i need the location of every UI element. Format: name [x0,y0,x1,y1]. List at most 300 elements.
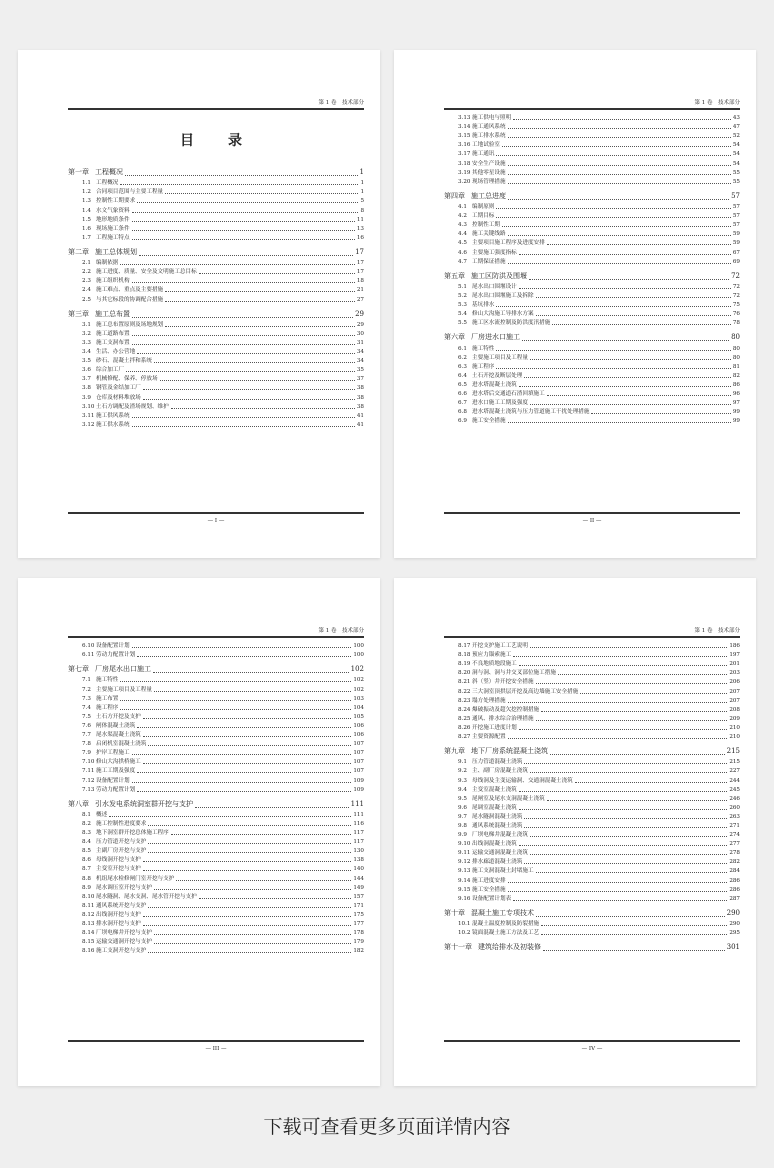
entry-title: 主、副厂房混凝土浇筑 [472,768,528,775]
toc-section-entry[interactable] [68,285,364,294]
entry-title: 通风系统混凝土浇筑 [472,822,523,829]
toc-section-entry[interactable] [68,329,364,338]
toc-section-entry[interactable] [444,677,740,686]
dot-leader [513,656,727,657]
entry-number: 9.14 [458,877,471,884]
toc-chapter-entry[interactable] [68,162,364,178]
dot-leader [199,273,355,274]
entry-title: 运输交通洞开挖与支护 [96,939,152,946]
entry-page-number: 57 [732,213,740,220]
entry-page-number: 274 [729,832,740,839]
toc-section-entry[interactable] [68,846,364,855]
toc-section-entry[interactable] [444,407,740,416]
entry-title: 尾水出口围堰施工及拆除 [472,292,534,299]
toc-section-entry[interactable] [444,928,740,937]
toc-section-entry[interactable] [68,675,364,684]
dot-leader [143,736,352,737]
toc-section-entry[interactable] [444,318,740,327]
toc-section-entry[interactable] [444,848,740,857]
toc-section-entry[interactable] [444,714,740,723]
entry-title: 尾闸室及尾水支洞混凝土浇筑 [472,795,545,802]
entry-number: 7.9 [82,750,91,757]
dot-leader [524,818,727,819]
entry-number: 3.13 [458,115,471,122]
entry-title: 施工供风系统 [96,412,130,419]
toc-section-entry[interactable] [444,282,740,291]
entry-number: 8.23 [458,697,471,704]
toc-section-entry[interactable] [68,766,364,775]
entry-number: 7.6 [82,722,91,729]
entry-page-number: 278 [729,850,740,857]
toc-section-entry[interactable] [444,131,740,140]
toc-section-entry[interactable] [444,641,740,650]
toc-section-entry[interactable] [444,785,740,794]
dot-leader [143,718,352,719]
toc-section-entry[interactable] [444,875,740,884]
toc-section-entry[interactable] [68,233,364,242]
entry-number: 8.21 [458,679,471,686]
toc-section-entry[interactable] [444,894,740,903]
entry-title: 主副厂房开挖与支护 [96,848,147,855]
entry-title: 生活、办公营地 [96,349,136,356]
entry-title: 砂石、混凝土拌和系统 [96,358,152,365]
dot-leader [536,916,725,917]
entry-page-number: 57 [732,204,740,211]
toc-section-entry[interactable] [444,686,740,695]
entry-page-number: 215 [729,759,740,766]
toc-section-entry[interactable] [68,641,364,650]
entry-number: 9.2 [458,768,467,775]
entry-title: 施工总进度 [471,191,506,200]
entry-page-number: 130 [353,848,364,855]
toc-section-entry[interactable] [68,730,364,739]
toc-section-entry[interactable] [444,238,740,247]
toc-section-entry[interactable] [444,177,740,186]
entry-page-number: 290 [729,921,740,927]
toc-section-entry[interactable] [444,149,740,158]
entry-number: 8.15 [82,939,95,946]
dot-leader [120,681,351,682]
toc-section-entry[interactable] [444,168,740,177]
toc-section-entry[interactable] [444,803,740,812]
toc-section-entry[interactable] [444,732,740,741]
toc-section-entry[interactable] [68,258,364,267]
entry-number: 5.4 [458,311,467,318]
entry-number: 9.13 [458,868,471,875]
toc-section-entry[interactable] [444,220,740,229]
toc-section-entry[interactable] [444,650,740,659]
entry-title: 机械修配、保养、停放场 [96,376,158,383]
entry-number: 1.7 [82,234,91,241]
entry-page-number: 43 [732,115,740,122]
toc-section-entry[interactable] [68,864,364,873]
entry-title: 进水塔后交通道石渣回填施工 [472,391,545,397]
entry-title: 排水廊道混凝土浇筑 [472,859,523,866]
toc-section-entry[interactable] [68,224,364,233]
toc-section-entry[interactable] [444,668,740,677]
entry-title: 主要资源配置 [472,734,506,741]
entry-page-number: 284 [729,868,740,875]
dot-leader [550,754,725,755]
entry-page-number: 38 [356,403,364,410]
toc-section-entry[interactable] [444,723,740,732]
toc-section-entry[interactable] [68,873,364,882]
entry-title: 施工控制性进度要求 [96,820,147,827]
entry-page-number: 107 [353,750,364,757]
toc-page-4 [394,578,756,1086]
toc-section-entry[interactable] [444,202,740,211]
entry-page-number: 149 [353,884,364,891]
toc-section-entry[interactable] [68,276,364,285]
toc-section-entry[interactable] [444,866,740,875]
entry-page-number: 157 [353,893,364,900]
entry-page-number: 100 [353,643,364,650]
dot-leader [541,934,727,935]
entry-page-number: 286 [729,877,740,884]
toc-section-entry[interactable] [444,247,740,256]
entry-title: 主要施工项目及工程量 [96,686,152,693]
dot-leader [524,827,727,828]
entry-title: 施工程序 [96,704,119,711]
entry-title: 进水塔混凝土浇筑与压力管道施工干扰处理措施 [472,409,590,416]
entry-number: 7.11 [82,768,95,775]
entry-number: 3.11 [82,412,95,419]
toc-section-entry[interactable] [68,365,364,374]
entry-title: 建筑给排水及初装修 [478,943,541,952]
entry-number: 7.1 [82,677,91,684]
dot-leader [502,226,731,227]
toc-section-entry[interactable] [68,757,364,766]
entry-number: 6.6 [458,391,467,397]
toc-section-entry[interactable] [444,380,740,389]
dot-leader [126,371,355,372]
entry-title: 压力管道开挖与支护 [96,839,147,846]
toc-section-entry[interactable] [444,389,740,398]
toc-section-entry[interactable] [68,892,364,901]
toc-section-entry[interactable] [68,383,364,392]
page-footer [444,1040,740,1052]
toc-section-entry[interactable] [444,775,740,784]
entry-title: 编制依据 [96,260,119,267]
toc-section-entry[interactable] [68,739,364,748]
entry-number: 4.4 [458,231,467,238]
toc-section-entry[interactable] [444,857,740,866]
toc-section-entry[interactable] [444,766,740,775]
dot-leader [530,854,727,855]
toc-section-entry[interactable] [444,659,740,668]
entry-page-number: 301 [726,943,740,952]
entry-title: 施工安全措施 [472,886,506,893]
toc-section-entry[interactable] [68,356,364,365]
entry-title: 出线洞混凝土浇筑 [472,841,517,848]
toc-section-entry[interactable] [68,402,364,411]
entry-page-number: 37 [356,376,364,383]
entry-number: 8.27 [458,734,471,741]
toc-title: 目 录 [180,133,252,149]
toc-section-entry[interactable] [68,883,364,892]
toc-section-entry[interactable] [444,812,740,821]
entry-page-number: 27 [356,296,364,303]
entry-page-number: 75 [732,302,740,309]
entry-page-number: 29 [356,321,364,328]
toc-section-entry[interactable] [68,910,364,919]
entry-title: 进水口施工工期及强度 [472,400,528,407]
toc-section-entry[interactable] [444,398,740,407]
entry-page-number: 18 [356,278,364,285]
toc-section-entry[interactable] [68,650,364,659]
toc-section-entry[interactable] [68,712,364,721]
dot-leader [143,925,352,926]
dot-leader [125,175,358,176]
toc-section-entry[interactable] [68,294,364,303]
toc-chapter-entry[interactable] [444,327,740,343]
entry-page-number: 210 [729,734,740,741]
toc-section-entry[interactable] [444,211,740,220]
entry-page-number: 31 [356,339,364,346]
entry-number: 3.8 [82,385,91,392]
entry-number: 8.5 [82,848,91,855]
entry-number: 6.8 [458,409,467,416]
entry-title: 概述 [96,811,108,818]
toc-chapter-entry[interactable] [444,741,740,757]
toc-section-entry[interactable] [444,113,740,122]
entry-title: 主要施工项目及工程量 [472,354,528,361]
entry-title: 施工区水流控制及防洪度汛措施 [472,320,551,327]
entry-title: 合同项目范围与主要工程量 [96,189,164,196]
toc-section-entry[interactable] [68,748,364,757]
toc-section-entry[interactable] [444,885,740,894]
entry-number: 6.11 [82,652,95,659]
entry-page-number: 97 [732,400,740,407]
entry-page-number: 17 [356,269,364,276]
toc-list [68,641,364,955]
entry-number: 2.4 [82,287,91,294]
toc-section-entry[interactable] [68,338,364,347]
toc-section-entry[interactable] [444,300,740,309]
entry-page-number: 175 [353,911,364,918]
entry-page-number: 35 [356,367,364,374]
page-footer [444,512,740,524]
dot-leader [543,950,725,951]
toc-section-entry[interactable] [444,821,740,830]
entry-page-number: 116 [353,820,364,827]
page-header [68,626,364,638]
dot-leader [530,359,731,360]
toc-section-entry[interactable] [68,775,364,784]
toc-section-entry[interactable] [444,158,740,167]
entry-title: 混凝土温度控制及防裂措施 [472,921,540,927]
entry-number: 9.7 [458,813,467,820]
toc-chapter-entry[interactable] [68,242,364,258]
dot-leader [143,916,352,917]
toc-section-entry[interactable] [444,291,740,300]
toc-section-entry[interactable] [68,267,364,276]
entry-page-number: 117 [353,839,364,846]
toc-section-entry[interactable] [68,196,364,205]
entry-page-number: 111 [350,799,364,808]
toc-section-entry[interactable] [68,215,364,224]
toc-section-entry[interactable] [68,901,364,910]
toc-section-entry[interactable] [68,684,364,693]
entry-page-number: 182 [353,948,364,955]
entry-page-number: 105 [353,713,364,720]
dot-leader [120,700,351,701]
toc-section-entry[interactable] [68,374,364,383]
entry-number: 9.12 [458,859,471,866]
toc-section-entry[interactable] [68,392,364,401]
toc-section-entry[interactable] [68,828,364,837]
toc-section-entry[interactable] [68,178,364,187]
header-text: 第 1 卷 技术部分 [318,628,364,634]
toc-section-entry[interactable] [68,928,364,937]
entry-title: 综合加工厂 [96,367,124,374]
dot-leader [120,264,354,265]
dot-leader [530,647,727,648]
toc-section-entry[interactable] [444,343,740,352]
entry-number: 3.4 [82,349,91,356]
toc-chapter-entry[interactable] [444,937,740,953]
toc-section-entry[interactable] [68,837,364,846]
entry-title: 设备配置计划 [96,777,130,784]
toc-chapter-entry[interactable] [444,903,740,919]
dot-leader [547,395,731,396]
dot-leader [154,362,355,363]
entry-title: 施工进度、质量、安全及文明施工总目标 [96,269,197,276]
entry-number: 8.16 [82,948,95,955]
toc-section-entry[interactable] [444,757,740,766]
entry-title: 爆破振动及超欠挖控制措施 [472,706,540,713]
entry-page-number: 277 [729,841,740,848]
entry-title: 预应力锚索施工 [472,652,512,659]
toc-section-entry[interactable] [444,696,740,705]
dot-leader [171,834,352,835]
entry-number: 3.19 [458,169,471,176]
toc-section-entry[interactable] [68,937,364,946]
dot-leader [519,809,728,810]
entry-page-number: 34 [356,358,364,365]
toc-section-entry[interactable] [444,705,740,714]
entry-page-number: 103 [353,695,364,702]
entry-number: 3.3 [82,339,91,346]
entry-page-number: 17 [356,260,364,267]
entry-number: 9.15 [458,886,471,893]
toc-section-entry[interactable] [68,420,364,429]
toc-section-entry[interactable] [68,320,364,329]
entry-page-number: 215 [726,747,740,756]
toc-section-entry[interactable] [444,122,740,131]
entry-title: 施工特性 [472,345,495,352]
toc-chapter-entry[interactable] [68,659,364,675]
dot-leader [591,413,730,414]
dot-leader [496,350,730,351]
toc-section-entry[interactable] [444,794,740,803]
entry-page-number: 21 [356,287,364,294]
toc-section-entry[interactable] [68,411,364,420]
entry-page-number: 47 [732,124,740,131]
toc-section-entry[interactable] [444,416,740,425]
entry-page-number: 209 [729,715,740,722]
entry-number: 9.10 [458,841,471,848]
entry-page-number: 282 [729,859,740,866]
toc-chapter-entry[interactable] [68,794,364,810]
toc-section-entry[interactable] [444,140,740,149]
dot-leader [536,297,731,298]
entry-title: 运输交通洞混凝土浇筑 [472,850,528,857]
header-text: 第 1 卷 技术部分 [694,628,740,634]
toc-section-entry[interactable] [68,919,364,928]
entry-page-number: 30 [356,330,364,337]
toc-chapter-entry[interactable] [444,266,740,282]
entry-page-number: 197 [729,652,740,659]
entry-page-number: 245 [729,786,740,793]
entry-title: 其他零星设施 [472,169,506,176]
toc-section-entry[interactable] [68,347,364,356]
toc-section-entry[interactable] [444,919,740,928]
dot-leader [176,880,351,881]
toc-chapter-entry[interactable] [444,186,740,202]
entry-number: 7.3 [82,695,91,702]
entry-page-number: 117 [353,830,364,837]
entry-title: 工期目标 [472,213,495,220]
toc-section-entry[interactable] [444,229,740,238]
dot-leader [541,711,727,712]
entry-title: 钢管及金结加工厂 [96,385,141,392]
entry-page-number: 38 [356,385,364,392]
toc-section-entry[interactable] [68,703,364,712]
dot-leader [508,422,731,423]
toc-section-entry[interactable] [68,694,364,703]
entry-number: 7.5 [82,713,91,720]
dot-leader [195,807,349,808]
entry-title: 尾水隧洞、尾水支洞、尾水管开挖与支护 [96,893,197,900]
entry-title: 尾水调压室开挖与支护 [96,884,152,891]
toc-section-entry[interactable] [444,839,740,848]
entry-number: 8.2 [82,820,91,827]
toc-section-entry[interactable] [68,819,364,828]
toc-section-entry[interactable] [68,721,364,730]
toc-section-entry[interactable] [444,362,740,371]
toc-section-entry[interactable] [68,187,364,196]
entry-number: 5.1 [458,283,467,290]
entry-title: 施工供水系统 [96,421,130,428]
entry-title: 尾水隧洞混凝土浇筑 [472,813,523,820]
toc-chapter-entry[interactable] [68,304,364,320]
entry-page-number: 286 [729,886,740,893]
toc-section-entry[interactable] [68,785,364,794]
toc-section-entry[interactable] [68,855,364,864]
entry-page-number: 201 [729,661,740,668]
toc-section-entry[interactable] [444,309,740,318]
toc-section-entry[interactable] [444,353,740,362]
dot-leader [148,745,351,746]
dot-leader [137,202,358,203]
toc-section-entry[interactable] [68,205,364,214]
toc-section-entry[interactable] [444,371,740,380]
toc-section-entry[interactable] [444,257,740,266]
entry-number: 1.5 [82,216,91,223]
entry-page-number: 107 [353,741,364,748]
page-number: — IV — [581,1046,603,1052]
entry-title: 施工供电与照明 [472,115,512,122]
entry-title: 尾水出口围堰设计 [472,283,517,290]
dot-leader [132,782,352,783]
toc-section-entry[interactable] [444,830,740,839]
entry-title: 劳动力配置计划 [96,652,136,659]
toc-section-entry[interactable] [68,810,364,819]
entry-number: 8.4 [82,839,91,846]
toc-section-entry[interactable] [68,946,364,955]
dot-leader [508,702,728,703]
